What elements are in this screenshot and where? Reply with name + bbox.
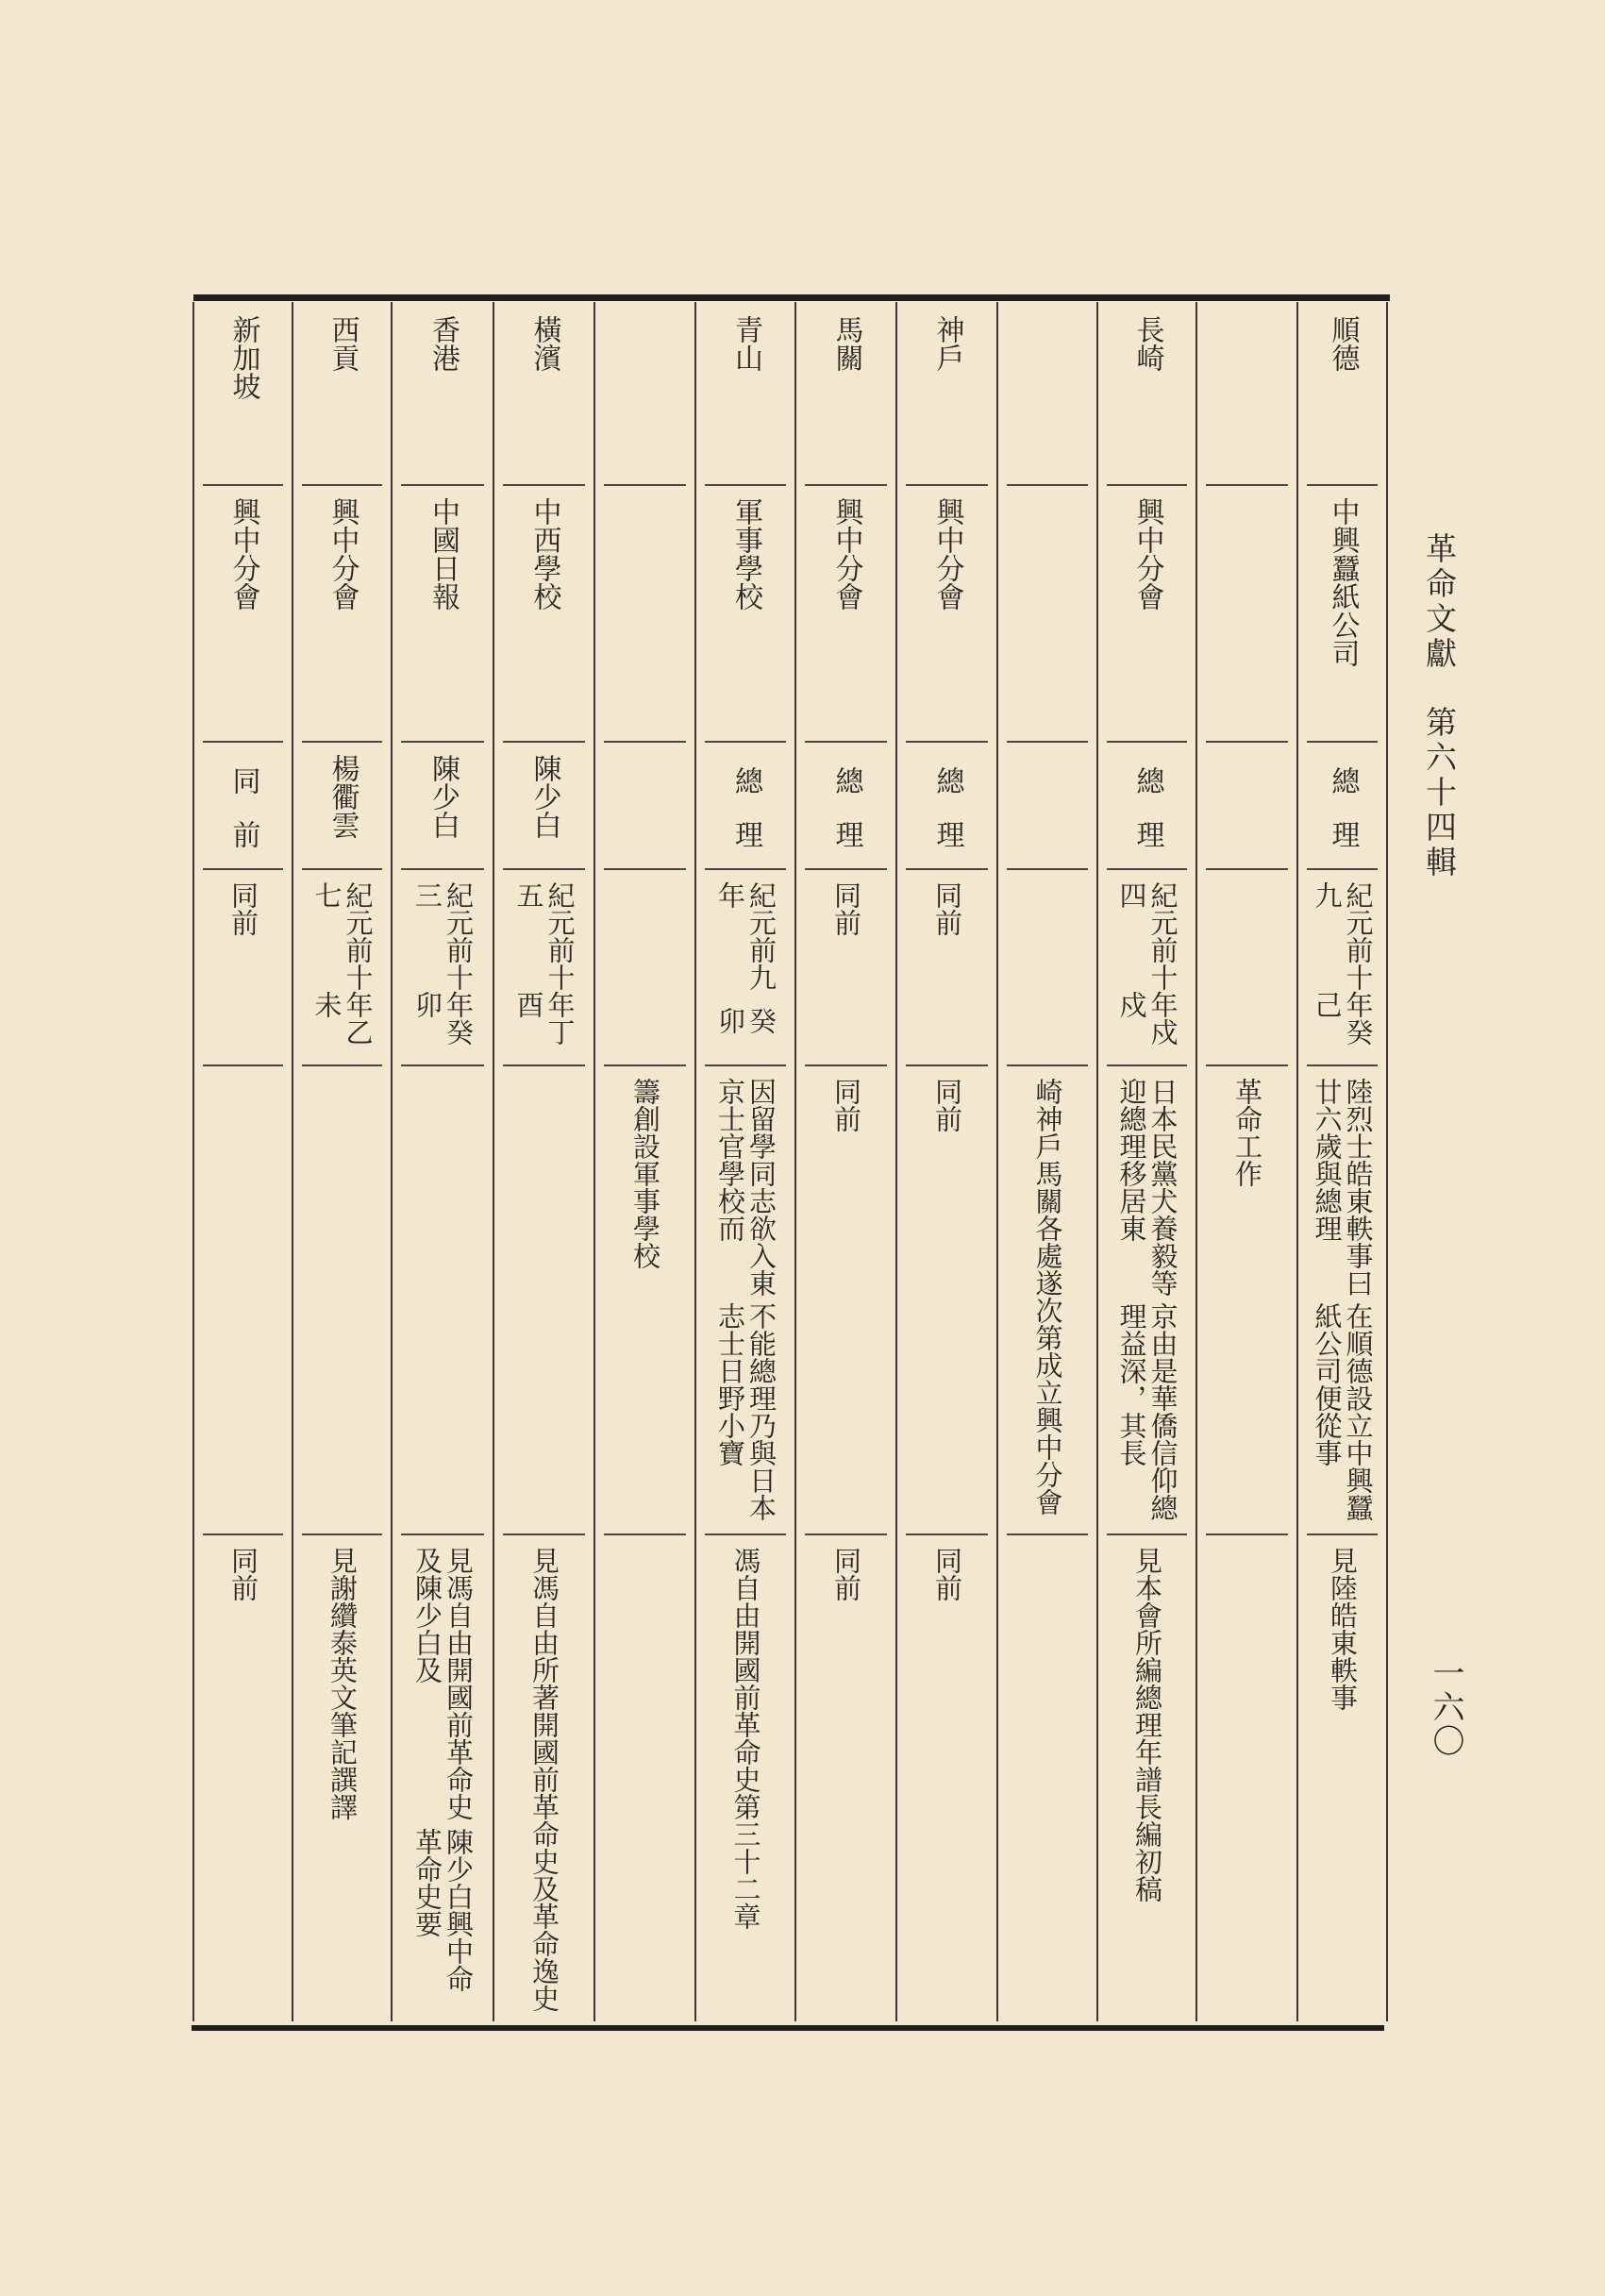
cell-char: 戶 <box>930 344 964 372</box>
cell-char: 西 <box>326 315 359 344</box>
row-divider <box>604 1064 686 1066</box>
row-divider <box>805 741 887 743</box>
cell-char: 蠶 <box>1326 554 1360 582</box>
cell-char: 公 <box>1326 611 1360 639</box>
cell-source <box>392 1547 493 2015</box>
cell-event <box>695 1078 795 1526</box>
cell-char: 分 <box>829 554 863 582</box>
cell-role <box>896 754 997 861</box>
row-divider <box>705 484 786 486</box>
cell-organization <box>392 497 493 724</box>
row-divider <box>604 484 686 486</box>
cell-char: 崎 <box>1130 344 1164 372</box>
cell-char: 軍 <box>729 497 762 526</box>
cell-line: 同前 <box>830 1547 862 1601</box>
cell-date <box>1097 881 1196 1057</box>
cell-line: 年癸己 <box>1311 991 1375 1047</box>
row-divider <box>906 484 988 486</box>
cell-char: 會 <box>1130 582 1164 611</box>
cell-line: 在順德設立中興蠶紙公司便從事 <box>1311 1301 1375 1521</box>
row-divider <box>1107 1533 1187 1535</box>
row-divider <box>302 484 382 486</box>
row-divider <box>1307 1064 1378 1066</box>
cell-organization <box>493 497 594 724</box>
cell-char: 中 <box>426 497 460 526</box>
cell-char: 理 <box>829 819 863 848</box>
row-divider <box>503 741 585 743</box>
cell-date <box>695 881 795 1057</box>
cell-char: 興 <box>930 497 964 526</box>
row-divider <box>401 868 484 870</box>
cell-char: 興 <box>326 497 359 526</box>
cell-organization <box>695 497 795 724</box>
cell-line: 陸烈士皓東軼事曰廿六歲與總理 <box>1311 1078 1375 1297</box>
row-divider <box>1307 868 1378 870</box>
row-divider <box>1007 1064 1088 1066</box>
cell-char: 興 <box>226 497 260 526</box>
cell-char: 事 <box>729 526 762 554</box>
cell-char: 西 <box>527 526 561 554</box>
cell-line: 年乙未 <box>310 991 375 1047</box>
cell-char: 德 <box>1326 344 1360 372</box>
cell-char: 陳 <box>426 754 460 782</box>
row-divider <box>203 741 283 743</box>
cell-source <box>1097 1547 1196 2015</box>
cell-char: 報 <box>426 582 460 611</box>
row-divider <box>1107 741 1187 743</box>
cell-char: 校 <box>527 582 561 611</box>
cell-char: 國 <box>426 526 460 554</box>
cell-char: 總 <box>1130 766 1164 796</box>
row-divider <box>1307 1533 1378 1535</box>
cell-line: 紀元前十九 <box>1311 881 1375 991</box>
cell-line: 見陸皓東軼事 <box>1327 1547 1359 1711</box>
cell-line: 年癸卯 <box>411 991 475 1047</box>
cell-organization <box>293 497 392 724</box>
row-divider <box>203 868 283 870</box>
cell-char: 青 <box>729 315 762 344</box>
cell-line: 馮自由開國前革命史第三十二章 <box>729 1547 762 1930</box>
cell-place <box>1297 315 1387 458</box>
row-divider <box>705 868 786 870</box>
cell-place <box>193 315 293 477</box>
cell-date <box>293 881 392 1057</box>
cell-line: 京由是華僑信仰總理益深，其長 <box>1115 1301 1179 1521</box>
cell-source <box>795 1547 896 2015</box>
cell-char: 橫 <box>527 315 561 344</box>
cell-line: 紀元前十三 <box>411 881 475 991</box>
row-divider <box>604 741 686 743</box>
row-divider <box>401 484 484 486</box>
cell-char: 興 <box>1130 497 1164 526</box>
cell-line: 見本會所編總理年譜長編初稿 <box>1131 1547 1163 1902</box>
page-number: 一六〇 <box>1427 1656 1464 1758</box>
cell-line: 同前 <box>227 881 259 936</box>
row-divider <box>1007 868 1088 870</box>
cell-place <box>896 315 997 458</box>
cell-event <box>997 1078 1097 1526</box>
cell-char: 新 <box>226 315 260 344</box>
cell-char: 會 <box>930 582 964 611</box>
cell-char: 中 <box>527 497 561 526</box>
row-divider <box>906 868 988 870</box>
cell-organization <box>795 497 896 724</box>
cell-place <box>795 315 896 458</box>
cell-char: 順 <box>1326 315 1360 344</box>
cell-char: 學 <box>527 554 561 582</box>
row-divider <box>503 484 585 486</box>
cell-char: 白 <box>426 811 460 839</box>
row-divider <box>1206 741 1288 743</box>
cell-char: 學 <box>729 554 762 582</box>
row-divider <box>401 1064 484 1066</box>
row-divider <box>1007 484 1088 486</box>
cell-line: 見馮自由開國前革命史及陳少白及 <box>411 1547 475 1820</box>
cell-char: 加 <box>226 344 260 372</box>
cell-event <box>795 1078 896 1526</box>
cell-char: 中 <box>326 526 359 554</box>
cell-char: 總 <box>930 766 964 796</box>
cell-line: 同前 <box>931 881 963 936</box>
cell-char: 關 <box>829 344 863 372</box>
row-divider <box>1007 741 1088 743</box>
cell-char: 中 <box>930 526 964 554</box>
cell-role <box>493 754 594 861</box>
cell-date <box>392 881 493 1057</box>
row-divider <box>906 1064 988 1066</box>
bottom-rule <box>192 2025 1384 2031</box>
cell-char: 馬 <box>829 315 863 344</box>
cell-event <box>1097 1078 1196 1526</box>
cell-line: 紀元前十五 <box>512 881 577 991</box>
cell-date <box>896 881 997 1057</box>
cell-char: 總 <box>829 766 863 796</box>
row-divider <box>705 1533 786 1535</box>
cell-event <box>594 1078 695 1526</box>
cell-date <box>795 881 896 1057</box>
running-header <box>1420 451 1496 880</box>
row-divider <box>1206 1533 1288 1535</box>
cell-char: 陳 <box>527 754 561 782</box>
row-divider <box>1206 484 1288 486</box>
cell-char: 神 <box>930 315 964 344</box>
row-divider <box>1007 1533 1088 1535</box>
cell-role <box>392 754 493 861</box>
cell-char: 少 <box>527 782 561 811</box>
cell-char: 前 <box>226 819 260 848</box>
cell-line: 同前 <box>931 1078 963 1132</box>
cell-role <box>1297 754 1387 861</box>
cell-place <box>695 315 795 458</box>
cell-line: 崎神戶馬關各處遂次第成立興中 <box>1031 1078 1064 1461</box>
cell-char: 分 <box>226 554 260 582</box>
cell-place <box>1097 315 1196 458</box>
cell-place <box>493 315 594 458</box>
cell-role <box>193 754 293 861</box>
cell-line: 同前 <box>227 1547 259 1601</box>
row-divider <box>1206 1064 1288 1066</box>
cell-date <box>193 881 293 1057</box>
cell-char: 同 <box>226 766 260 796</box>
row-divider <box>302 1533 382 1535</box>
cell-source <box>1297 1547 1387 2015</box>
cell-place <box>293 315 392 458</box>
cell-line: 逸史 <box>528 1957 560 2012</box>
cell-char: 校 <box>729 582 762 611</box>
cell-char: 總 <box>729 766 762 796</box>
cell-char: 香 <box>426 315 460 344</box>
row-divider <box>604 1533 686 1535</box>
cell-char: 楊 <box>326 754 359 782</box>
cell-char: 濱 <box>527 344 561 372</box>
cell-char: 會 <box>829 582 863 611</box>
cell-char: 分 <box>1130 554 1164 582</box>
cell-line: 同前 <box>931 1547 963 1601</box>
cell-line: 年戍戍 <box>1115 991 1179 1047</box>
cell-event <box>896 1078 997 1526</box>
cell-char: 中 <box>226 526 260 554</box>
cell-line: 革命工作 <box>1231 1078 1263 1187</box>
row-divider <box>1107 1064 1187 1066</box>
cell-organization <box>1297 497 1387 733</box>
row-divider <box>503 1064 585 1066</box>
row-divider <box>906 741 988 743</box>
publication-title: 革命文獻 <box>1421 532 1458 672</box>
row-divider <box>805 1533 887 1535</box>
cell-line: 紀元前九年 <box>714 881 777 991</box>
cell-char: 分 <box>930 554 964 582</box>
cell-source <box>493 1547 594 2015</box>
cell-role <box>1097 754 1196 861</box>
cell-role <box>795 754 896 861</box>
cell-source <box>896 1547 997 2015</box>
row-divider <box>805 484 887 486</box>
cell-line: 日本民黨犬養毅等迎總理移居東 <box>1115 1078 1179 1297</box>
cell-char: 興 <box>829 497 863 526</box>
cell-char: 長 <box>1130 315 1164 344</box>
cell-line: 同前 <box>830 1078 862 1132</box>
cell-line: 見馮自由所著開國前革命史及革命 <box>528 1547 560 1957</box>
row-divider <box>503 1533 585 1535</box>
cell-date <box>1297 881 1387 1057</box>
cell-source <box>695 1547 795 2015</box>
row-divider <box>203 1064 283 1066</box>
cell-event <box>1196 1078 1297 1526</box>
cell-char: 中 <box>1130 526 1164 554</box>
cell-char: 理 <box>1130 819 1164 848</box>
cell-line: 不能總理乃與日本志士日野小寶 <box>714 1301 777 1521</box>
cell-role <box>293 754 392 861</box>
cell-char: 理 <box>930 819 964 848</box>
cell-char: 總 <box>1326 766 1360 796</box>
cell-char: 興 <box>1326 526 1360 554</box>
cell-line: 年丁酉 <box>512 991 577 1047</box>
cell-organization <box>193 497 293 724</box>
cell-organization <box>896 497 997 724</box>
volume-number: 第六十四輯 <box>1421 706 1458 880</box>
row-divider <box>401 741 484 743</box>
cell-place <box>392 315 493 458</box>
cell-line: 紀元前十四 <box>1115 881 1179 991</box>
cell-char: 紙 <box>1326 582 1360 611</box>
cell-line: 因留學同志欲入東京士官學校而 <box>714 1078 777 1297</box>
top-rule <box>193 294 1390 301</box>
row-divider <box>906 1533 988 1535</box>
row-divider <box>302 868 382 870</box>
row-divider <box>401 1533 484 1535</box>
cell-char: 中 <box>829 526 863 554</box>
row-divider <box>203 484 283 486</box>
cell-event <box>1297 1078 1387 1526</box>
row-divider <box>302 1064 382 1066</box>
cell-source <box>193 1547 293 2015</box>
row-divider <box>302 741 382 743</box>
cell-char: 坡 <box>226 372 260 400</box>
cell-line: 籌創設軍事學校 <box>629 1078 661 1269</box>
cell-char: 日 <box>426 554 460 582</box>
cell-line: 見謝纘泰英文筆記譔譯 <box>326 1547 359 1820</box>
row-divider <box>503 868 585 870</box>
cell-source <box>293 1547 392 2015</box>
cell-char: 分 <box>326 554 359 582</box>
cell-line: 分會 <box>1031 1461 1064 1516</box>
cell-date <box>493 881 594 1057</box>
cell-role <box>695 754 795 861</box>
row-divider <box>705 741 786 743</box>
cell-char: 衢 <box>326 782 359 811</box>
cell-char: 貢 <box>326 344 359 372</box>
row-divider <box>1307 741 1378 743</box>
row-divider <box>805 1064 887 1066</box>
row-divider <box>1107 484 1187 486</box>
cell-char: 中 <box>1326 497 1360 526</box>
cell-char: 會 <box>226 582 260 611</box>
cell-char: 白 <box>527 811 561 839</box>
row-divider <box>1307 484 1378 486</box>
cell-organization <box>1097 497 1196 724</box>
row-divider <box>1107 868 1187 870</box>
cell-char: 港 <box>426 344 460 372</box>
cell-line: 癸卯 <box>714 1006 777 1034</box>
cell-char: 理 <box>729 819 762 848</box>
cell-line: 陳少白興中命革命史要 <box>411 1827 475 1992</box>
cell-line: 同前 <box>830 881 862 936</box>
cell-char: 雲 <box>326 811 359 839</box>
row-divider <box>805 868 887 870</box>
row-divider <box>604 868 686 870</box>
cell-char: 司 <box>1326 639 1360 667</box>
row-divider <box>705 1064 786 1066</box>
cell-char: 山 <box>729 344 762 372</box>
cell-char: 會 <box>326 582 359 611</box>
cell-char: 理 <box>1326 819 1360 848</box>
cell-char: 少 <box>426 782 460 811</box>
row-divider <box>1206 868 1288 870</box>
cell-line: 紀元前十七 <box>310 881 375 991</box>
row-divider <box>203 1533 283 1535</box>
